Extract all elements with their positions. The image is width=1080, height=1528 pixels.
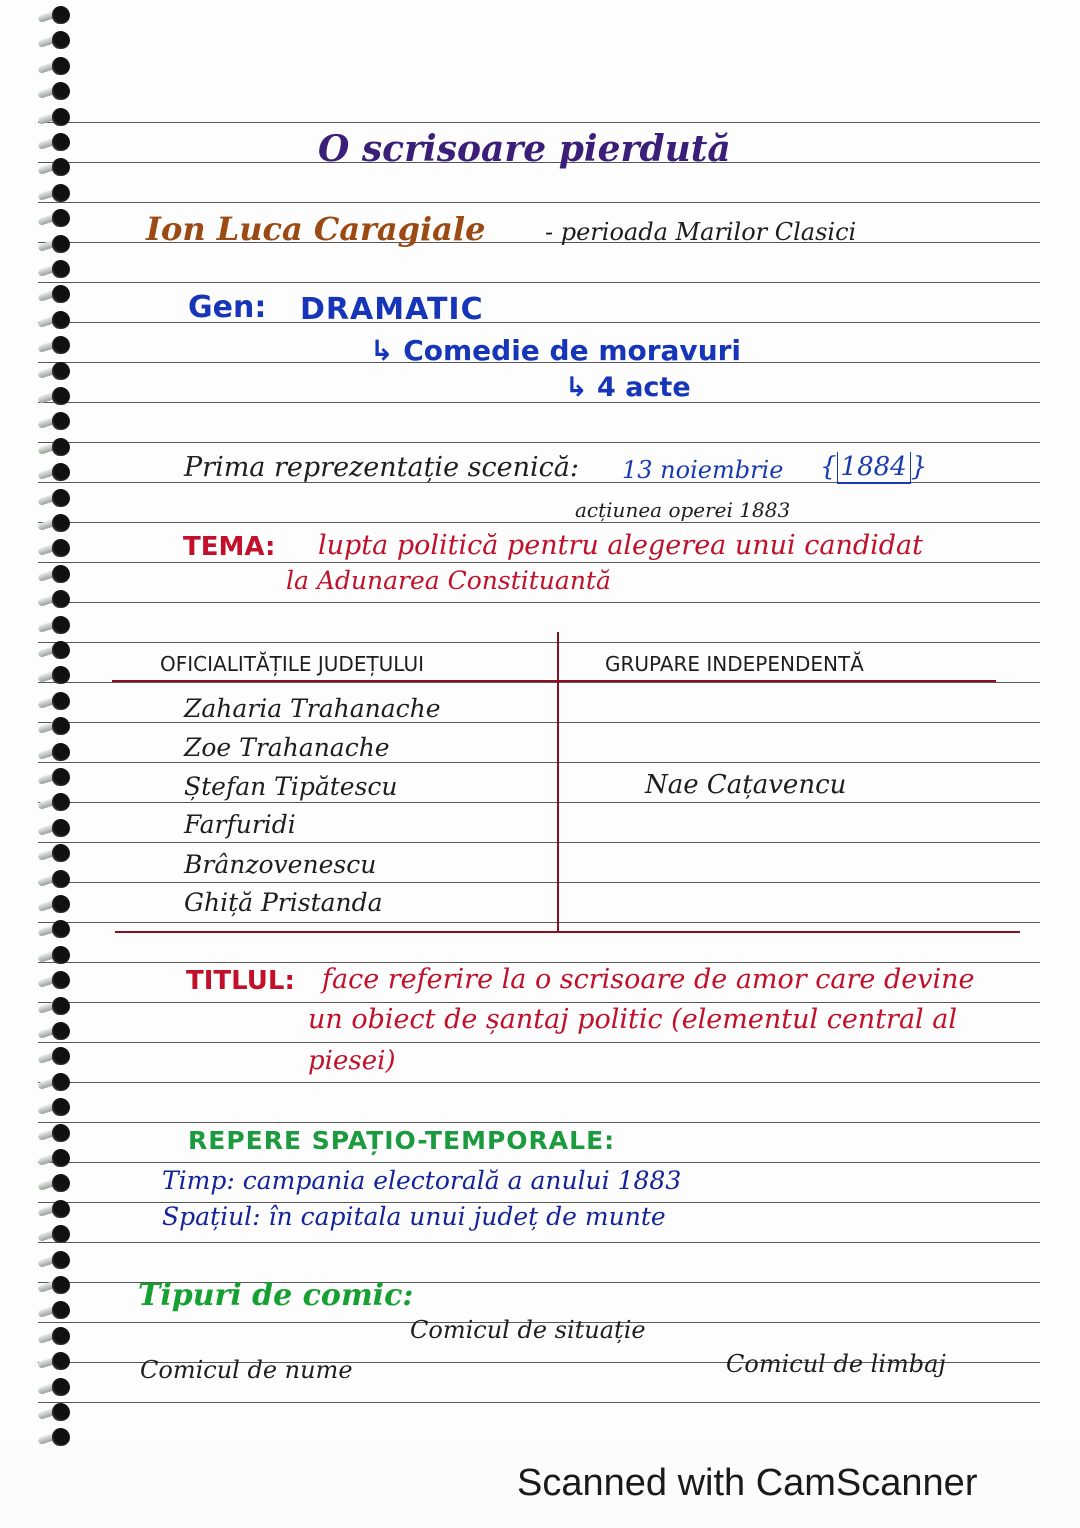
comic-type-language: Comicul de limbaj [726, 1350, 946, 1378]
space-setting: Spațiul: în capitala unui județ de munte [162, 1202, 666, 1231]
spatio-temporal-heading: REPERE SPAȚIO-TEMPORALE: [188, 1126, 616, 1155]
title-section-label: TITLUL: [186, 966, 295, 996]
spiral-ring-icon [38, 1299, 74, 1321]
premiere-date: 13 noiembrie [622, 456, 784, 484]
spiral-ring-icon [38, 969, 74, 991]
spiral-ring-icon [38, 1020, 74, 1042]
spiral-ring-icon [38, 29, 74, 51]
spiral-ring-icon [38, 1122, 74, 1144]
spiral-ring-icon [38, 461, 74, 483]
spiral-ring-icon [38, 766, 74, 788]
page-title: O scrisoare pierdută [318, 128, 731, 170]
spiral-ring-icon [38, 995, 74, 1017]
spiral-ring-icon [38, 283, 74, 305]
theme-label: TEMA: [183, 532, 276, 562]
spiral-ring-icon [38, 588, 74, 610]
comic-types-heading: Tipuri de comic: [138, 1278, 414, 1313]
table-bottom-border [115, 931, 1020, 933]
spiral-ring-icon [38, 233, 74, 255]
action-year-note: acțiunea operei 1883 [575, 498, 791, 522]
spiral-ring-icon [38, 1172, 74, 1194]
spiral-ring-icon [38, 1401, 74, 1423]
spiral-ring-icon [38, 918, 74, 940]
table-header-divider [112, 680, 996, 682]
genre-label: Gen: [188, 290, 267, 325]
spiral-ring-icon [38, 817, 74, 839]
spiral-ring-icon [38, 131, 74, 153]
title-section-line3: piesei) [308, 1046, 396, 1076]
literary-period: - perioada Marilor Clasici [545, 218, 857, 246]
genre-value: DRAMATIC [300, 292, 484, 327]
premiere-year: { 1884 } [820, 452, 928, 482]
spiral-ring-icon [38, 690, 74, 712]
genre-subtype: ↳ Comedie de moravuri [370, 334, 742, 367]
theme-text-line2: la Adunarea Constituantă [286, 566, 611, 595]
comic-type-situation: Comicul de situație [410, 1316, 646, 1344]
spiral-ring-icon [38, 1426, 74, 1448]
spiral-ring-icon [38, 258, 74, 280]
spiral-ring-icon [38, 410, 74, 432]
spiral-ring-icon [38, 1223, 74, 1245]
character-officials: Brânzovenescu [184, 850, 377, 879]
table-header-officials: OFICIALITĂȚILE JUDEȚULUI [160, 652, 424, 676]
spiral-ring-icon [38, 664, 74, 686]
character-officials: Zaharia Trahanache [184, 694, 441, 723]
spiral-ring-icon [38, 1147, 74, 1169]
spiral-ring-icon [38, 182, 74, 204]
spiral-ring-icon [38, 334, 74, 356]
spiral-ring-icon [38, 741, 74, 763]
spiral-ring-icon [38, 309, 74, 331]
spiral-ring-icon [38, 80, 74, 102]
spiral-ring-icon [38, 1325, 74, 1347]
comic-type-names: Comicul de nume [140, 1356, 353, 1384]
spiral-ring-icon [38, 1045, 74, 1067]
spiral-ring-icon [38, 715, 74, 737]
title-section-line1: face referire la o scrisoare de amor care devine [322, 964, 975, 995]
spiral-ring-icon [38, 1249, 74, 1271]
spiral-ring-icon [38, 791, 74, 813]
character-independent: Nae Cațavencu [645, 770, 847, 800]
spiral-ring-icon [38, 106, 74, 128]
theme-text-line1: lupta politică pentru alegerea unui candidat [318, 530, 923, 561]
character-officials: Zoe Trahanache [184, 733, 390, 762]
spiral-ring-icon [38, 563, 74, 585]
character-officials: Farfuridi [184, 810, 296, 839]
spiral-ring-icon [38, 360, 74, 382]
spiral-ring-icon [38, 1376, 74, 1398]
spiral-ring-icon [38, 436, 74, 458]
spiral-ring-icon [38, 893, 74, 915]
spiral-ring-icon [38, 487, 74, 509]
spiral-ring-icon [38, 1071, 74, 1093]
spiral-ring-icon [38, 4, 74, 26]
genre-acts: ↳ 4 acte [565, 372, 691, 403]
spiral-ring-icon [38, 55, 74, 77]
spiral-ring-icon [38, 614, 74, 636]
spiral-ring-icon [38, 1096, 74, 1118]
character-officials: Ștefan Tipătescu [184, 772, 398, 801]
title-section-line2: un obiect de șantaj politic (elementul central al [308, 1004, 958, 1035]
spiral-ring-icon [38, 1198, 74, 1220]
spiral-ring-icon [38, 842, 74, 864]
table-column-divider [557, 632, 559, 932]
spiral-ring-icon [38, 1350, 74, 1372]
spiral-ring-icon [38, 385, 74, 407]
spiral-ring-icon [38, 944, 74, 966]
spiral-ring-icon [38, 1274, 74, 1296]
spiral-ring-icon [38, 207, 74, 229]
character-officials: Ghiță Pristanda [184, 888, 383, 917]
time-setting: Timp: campania electorală a anului 1883 [162, 1166, 682, 1195]
spiral-ring-icon [38, 537, 74, 559]
author-name: Ion Luca Caragiale [146, 210, 486, 248]
spiral-ring-icon [38, 639, 74, 661]
spiral-ring-icon [38, 512, 74, 534]
premiere-label: Prima reprezentație scenică: [184, 452, 579, 483]
spiral-ring-icon [38, 868, 74, 890]
table-header-independent: GRUPARE INDEPENDENTĂ [605, 652, 864, 676]
camscanner-watermark: Scanned with CamScanner [517, 1462, 978, 1504]
spiral-ring-icon [38, 156, 74, 178]
